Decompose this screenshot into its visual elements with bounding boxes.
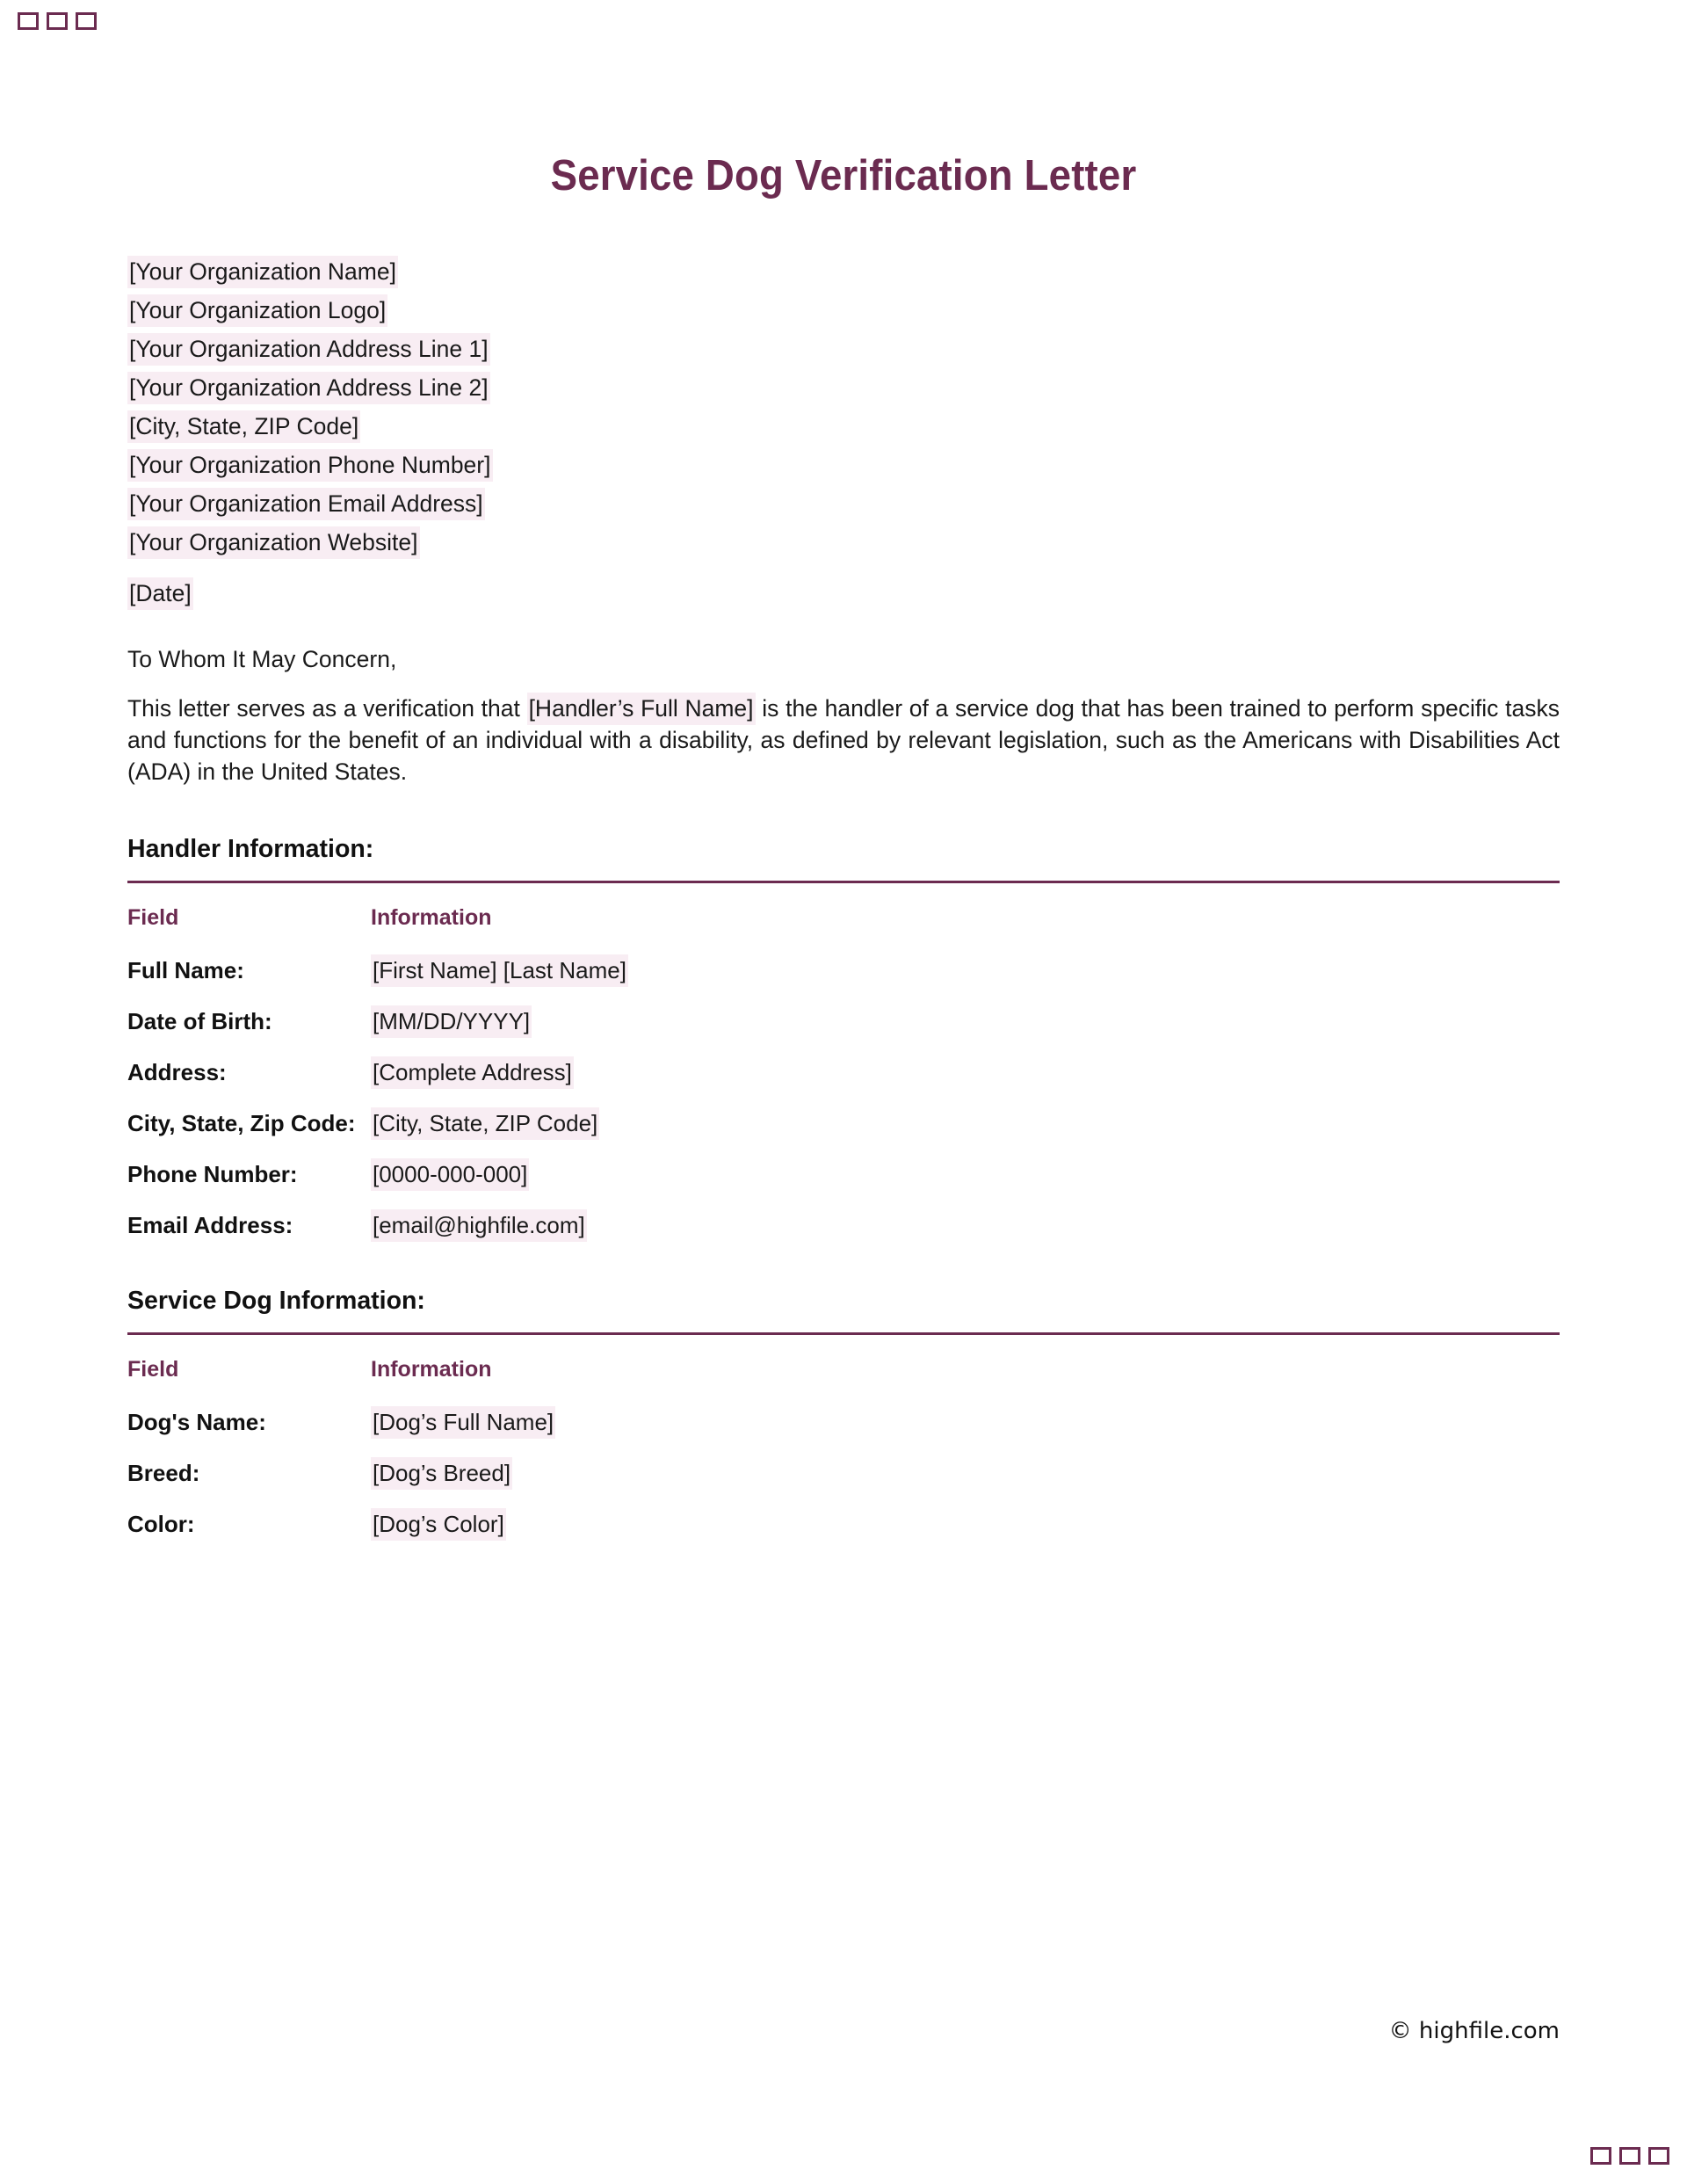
organization-address2-placeholder: [Your Organization Address Line 2] — [127, 372, 490, 404]
table-row — [127, 1436, 1560, 1487]
footer-credit: © highfile.com — [1388, 2018, 1560, 2044]
dog-color-placeholder: [Dog’s Color] — [371, 1508, 506, 1541]
body-text-after: is the handler of a service dog that has been trained to perform specific tasks and functions for the benefit of an individual with a disability, as defined by relevant legislation, such as the Americans with Disabilities Act (ADA) in the United States. — [127, 694, 1560, 785]
field-value — [371, 1188, 1560, 1239]
field-label: Dog's Name: — [127, 1408, 266, 1435]
rectangle-marker-icon — [18, 12, 39, 30]
table-row — [127, 1487, 1560, 1538]
handler-dob-placeholder: [MM/DD/YYYY] — [371, 1005, 532, 1038]
field-value — [371, 1487, 1560, 1538]
field-value — [371, 984, 1560, 1035]
body-text-before: This letter serves as a verification that — [127, 694, 527, 722]
organization-address1-placeholder: [Your Organization Address Line 1] — [127, 333, 490, 366]
field-label: Date of Birth: — [127, 1007, 272, 1034]
dog-section-heading: Service Dog Information: — [127, 1286, 425, 1315]
table-header-row — [127, 883, 1560, 931]
organization-website-placeholder: [Your Organization Website] — [127, 526, 420, 559]
field-label: City, State, Zip Code: — [127, 1109, 356, 1136]
date-line — [127, 580, 1560, 607]
rectangle-marker-icon — [1648, 2147, 1669, 2165]
table-row — [127, 931, 1560, 984]
date-placeholder: [Date] — [127, 577, 193, 610]
handler-section-heading: Handler Information: — [127, 834, 374, 863]
letterhead-line — [127, 299, 1560, 323]
rectangle-marker-icon — [47, 12, 68, 30]
organization-name-placeholder: [Your Organization Name] — [127, 256, 398, 288]
field-value — [371, 1035, 1560, 1086]
organization-city-state-zip-placeholder: [City, State, ZIP Code] — [127, 410, 360, 443]
field-value — [371, 1382, 1560, 1436]
column-header-information: Information — [371, 904, 492, 930]
top-left-marker-group — [18, 12, 97, 30]
handler-full-name-placeholder: [First Name] [Last Name] — [371, 954, 628, 987]
field-label: Email Address: — [127, 1211, 293, 1238]
rectangle-marker-icon — [76, 12, 97, 30]
document-content — [127, 0, 1560, 1538]
handler-phone-placeholder: [0000-000-000] — [371, 1158, 529, 1191]
handler-address-placeholder: [Complete Address] — [371, 1056, 574, 1089]
field-label: Address: — [127, 1058, 227, 1085]
field-value — [371, 1137, 1560, 1188]
salutation: To Whom It May Concern, — [127, 645, 397, 672]
column-header-information: Information — [371, 1356, 492, 1382]
handler-name-placeholder: [Handler’s Full Name] — [527, 693, 756, 725]
field-label: Full Name: — [127, 956, 244, 983]
handler-email-placeholder: [email@highfile.com] — [371, 1209, 587, 1242]
column-header-field: Field — [127, 1356, 179, 1382]
table-row — [127, 1035, 1560, 1086]
organization-logo-placeholder: [Your Organization Logo] — [127, 294, 387, 327]
table-row — [127, 1137, 1560, 1188]
letterhead-line — [127, 337, 1560, 361]
field-label: Phone Number: — [127, 1160, 298, 1187]
rectangle-marker-icon — [1619, 2147, 1640, 2165]
page-title: Service Dog Verification Letter — [550, 152, 1137, 200]
table-row — [127, 1382, 1560, 1436]
letter-body-paragraph — [127, 693, 1560, 787]
letterhead-line — [127, 376, 1560, 400]
field-value — [371, 931, 1560, 984]
field-label: Color: — [127, 1510, 195, 1537]
field-label: Breed: — [127, 1459, 200, 1486]
column-header-field: Field — [127, 904, 179, 930]
bottom-right-marker-group — [1590, 2147, 1669, 2165]
table-row — [127, 1086, 1560, 1137]
letterhead-line — [127, 453, 1560, 477]
field-value — [371, 1436, 1560, 1487]
dog-name-placeholder: [Dog’s Full Name] — [371, 1406, 555, 1439]
letterhead-line — [127, 415, 1560, 439]
table-row — [127, 984, 1560, 1035]
handler-information-table — [127, 883, 1560, 1239]
letterhead-line — [127, 531, 1560, 555]
field-value — [371, 1086, 1560, 1137]
dog-breed-placeholder: [Dog’s Breed] — [371, 1457, 512, 1490]
table-header-row — [127, 1335, 1560, 1382]
rectangle-marker-icon — [1590, 2147, 1611, 2165]
organization-phone-placeholder: [Your Organization Phone Number] — [127, 449, 493, 482]
letterhead-block — [127, 260, 1560, 555]
handler-city-state-zip-placeholder: [City, State, ZIP Code] — [371, 1107, 599, 1140]
letterhead-line — [127, 260, 1560, 284]
letterhead-line — [127, 492, 1560, 516]
organization-email-placeholder: [Your Organization Email Address] — [127, 488, 485, 520]
service-dog-information-table — [127, 1335, 1560, 1538]
table-row — [127, 1188, 1560, 1239]
